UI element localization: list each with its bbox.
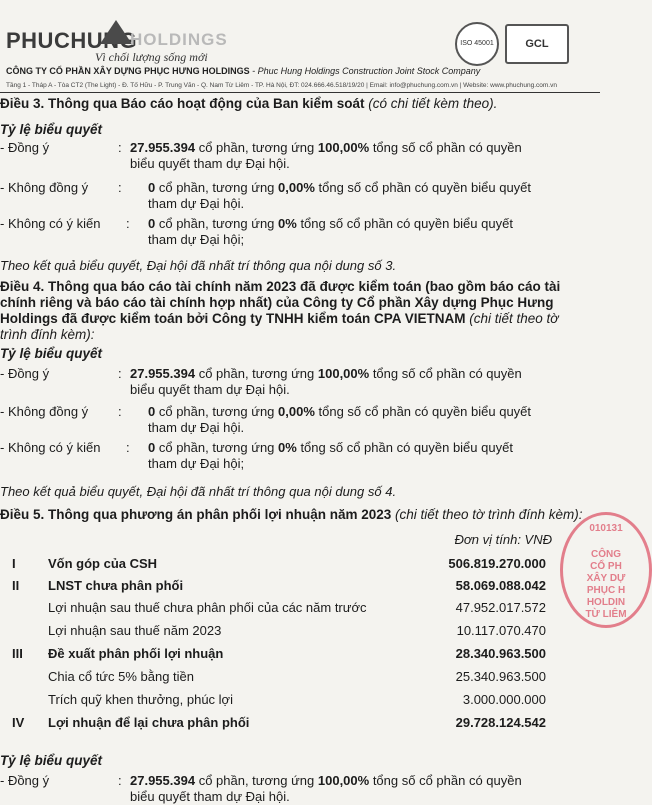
- article-4-heading: [0, 279, 590, 343]
- article-5-ratio-title: Tỷ lệ biểu quyết: [0, 753, 103, 768]
- article-5-note: (chi tiết theo tờ trình đính kèm):: [391, 507, 583, 522]
- vote-shares-text: cổ phần, tương ứng: [155, 440, 279, 455]
- vote-percent: 0%: [278, 440, 297, 455]
- article-4-note: (chi tiết theo tờ: [465, 311, 559, 326]
- vote-total-text: tổng số cổ phần có quyền: [369, 773, 522, 788]
- vote-total-text: tổng số cổ phần có quyền biểu quyết: [296, 440, 513, 455]
- vote-total-text: tổng số cổ phần có quyền biểu quyết: [314, 180, 532, 195]
- profit-row: [0, 556, 560, 572]
- currency-unit: Đơn vị tính: VNĐ: [454, 532, 552, 547]
- profit-row-value: 506.819.270.000: [448, 556, 546, 571]
- logo-triangle-icon: [100, 20, 132, 44]
- article-4: [0, 279, 590, 343]
- vote-shares: 27.955.394: [130, 366, 196, 381]
- vote-shares: 0: [148, 404, 156, 419]
- profit-row-value: 29.728.124.542: [455, 715, 546, 730]
- logo-holdings-text: HOLDINGS: [130, 30, 228, 49]
- profit-row-number: II: [12, 578, 20, 593]
- vote-percent: 0%: [278, 216, 297, 231]
- header-divider: [0, 92, 600, 93]
- vote-shares: 27.955.394: [130, 140, 196, 155]
- article-4-heading-line1: Điều 4. Thông qua báo cáo tài chính năm 2023 đã được kiểm toán (bao gồm báo cáo tài: [0, 279, 561, 294]
- vote-shares: 0: [148, 180, 156, 195]
- vote-text: [148, 180, 588, 212]
- letterhead: [0, 0, 600, 94]
- vote-line2: biểu quyết tham dự Đại hội.: [130, 156, 290, 171]
- vote-shares-text: cổ phần, tương ứng: [195, 140, 318, 155]
- company-logo-text: PHUCHUNG: [6, 28, 138, 53]
- company-seal-stamp: [560, 512, 652, 628]
- vote-shares: 0: [148, 216, 156, 231]
- article-5: [0, 507, 590, 523]
- vote-text: [130, 140, 570, 172]
- vote-text: [148, 440, 588, 472]
- profit-row: [0, 715, 560, 731]
- vote-text: [148, 404, 588, 436]
- vote-shares: 0: [148, 440, 156, 455]
- vote-label: - Đồng ý: [0, 773, 50, 788]
- vote-label: - Không có ý kiến: [0, 216, 101, 231]
- seal-line: HOLDIN: [586, 597, 626, 608]
- profit-row: [0, 578, 560, 594]
- profit-row-number: I: [12, 556, 16, 571]
- vote-total-text: tổng số cổ phần có quyền biểu quyết: [314, 404, 532, 419]
- article-5-heading: [0, 507, 590, 523]
- profit-row-label: Lợi nhuận sau thuế năm 2023: [48, 623, 222, 638]
- iso-certificate-badge: ISO 45001: [455, 22, 499, 66]
- vote-label: - Đồng ý: [0, 140, 50, 155]
- slogan: Vì chối lượng sống mới: [95, 50, 208, 64]
- seal-line: PHỤC H: [586, 585, 626, 596]
- profit-row-label: Lợi nhuận để lại chưa phân phối: [48, 715, 250, 730]
- article-3-note: (có chi tiết kèm theo).: [364, 96, 498, 111]
- article-5-heading-text: Điều 5. Thông qua phương án phân phối lợi nhuận năm 2023: [0, 507, 392, 522]
- vote-total-text: tổng số cổ phần có quyền: [369, 366, 522, 381]
- profit-row-value: 3.000.000.000: [462, 692, 546, 707]
- vote-total-text: tổng số cổ phần có quyền biểu quyết: [296, 216, 513, 231]
- seal-code: 010131: [589, 523, 623, 534]
- vote-colon: :: [118, 773, 122, 788]
- seal-line: CỔ PH: [590, 561, 622, 572]
- company-name-en: - Phuc Hung Holdings Construction Joint Stock Company: [249, 66, 481, 76]
- vote-shares-text: cổ phần, tương ứng: [155, 216, 279, 231]
- vote-percent: 0,00%: [278, 404, 315, 419]
- seal-line: CÔNG: [591, 549, 621, 560]
- vote-line2: tham dự Đại hội;: [148, 232, 245, 247]
- vote-colon: :: [118, 140, 122, 155]
- seal-line: XÂY DỰ: [586, 573, 626, 584]
- vote-shares-text: cổ phần, tương ứng: [155, 404, 279, 419]
- vote-text: [130, 773, 570, 805]
- article-4-heading-line2: chính riêng và báo cáo tài chính hợp nhất) của Công ty Cổ phần Xây dựng Phục Hưng: [0, 295, 554, 310]
- vote-colon: :: [118, 180, 122, 195]
- profit-row-value: 58.069.088.042: [455, 578, 546, 593]
- vote-percent: 0,00%: [278, 180, 315, 195]
- profit-row-label: Trích quỹ khen thưởng, phúc lợi: [48, 692, 233, 707]
- article-4-note-cont: trình đính kèm):: [0, 327, 95, 342]
- article-4-heading-line3: Holdings đã được kiểm toán bởi Công ty TNHH kiểm toán CPA VIETNAM: [0, 311, 466, 326]
- vote-text: [148, 216, 588, 248]
- profit-row-value: 25.340.963.500: [455, 669, 546, 684]
- profit-row-value: 47.952.017.572: [455, 600, 546, 615]
- vote-colon: :: [118, 404, 122, 419]
- profit-row: [0, 646, 560, 662]
- profit-row-label: Lợi nhuận sau thuế chưa phân phối của các năm trước: [48, 600, 367, 615]
- vote-line2: biểu quyết tham dự Đại hội.: [130, 382, 290, 397]
- vote-label: - Không đồng ý: [0, 404, 89, 419]
- article-4-ratio-title: Tỷ lệ biểu quyết: [0, 346, 103, 361]
- vote-colon: :: [118, 366, 122, 381]
- vote-label: - Không đồng ý: [0, 180, 89, 195]
- vote-percent: 100,00%: [317, 366, 370, 381]
- profit-row-number: III: [12, 646, 23, 661]
- vote-line2: tham dự Đại hội.: [148, 420, 245, 435]
- profit-row: [0, 692, 560, 708]
- vote-label: - Không có ý kiến: [0, 440, 101, 455]
- article-3-heading: [0, 96, 590, 112]
- vote-shares: 27.955.394: [130, 773, 196, 788]
- profit-row-value: 10.117.070.470: [456, 623, 546, 638]
- profit-row-label: Đề xuất phân phối lợi nhuận: [48, 646, 224, 661]
- profit-row: [0, 600, 560, 616]
- vote-colon: :: [126, 216, 130, 231]
- vote-percent: 100,00%: [317, 773, 370, 788]
- vote-percent: 100,00%: [317, 140, 370, 155]
- company-name: [6, 66, 480, 76]
- profit-row: [0, 669, 560, 685]
- vote-shares-text: cổ phần, tương ứng: [195, 773, 318, 788]
- vote-shares-text: cổ phần, tương ứng: [155, 180, 279, 195]
- article-3-ratio-title: Tỷ lệ biểu quyết: [0, 122, 103, 137]
- seal-line: TỪ LIÊM: [585, 609, 627, 620]
- vote-label: - Đồng ý: [0, 366, 50, 381]
- article-3-heading-text: Điều 3. Thông qua Báo cáo hoạt động của Ban kiểm soát: [0, 96, 365, 111]
- vote-colon: :: [126, 440, 130, 455]
- vote-line2: tham dự Đại hội;: [148, 456, 245, 471]
- profit-row-label: Chia cổ tức 5% bằng tiền: [48, 669, 195, 684]
- vote-text: [130, 366, 570, 398]
- profit-row: [0, 623, 560, 639]
- article-4-conclusion: Theo kết quả biểu quyết, Đại hội đã nhất trí thông qua nội dung số 4.: [0, 484, 397, 499]
- gcl-certificate-badge: GCL: [505, 24, 569, 64]
- vote-line2: biểu quyết tham dự Đại hội.: [130, 789, 290, 804]
- profit-row-label: Vốn góp của CSH: [48, 556, 158, 571]
- vote-shares-text: cổ phần, tương ứng: [195, 366, 318, 381]
- company-address: Tầng 1 - Tháp A - Tòa CT2 (The Light) - Đ. Tố Hữu - P. Trung Văn - Q. Nam Từ Liêm - TP. Hà Nội, ĐT: 024.666.46.518/19/20 | Email: info@phuchung.com.vn | Website: www.phuchung.com.vn: [6, 82, 557, 89]
- profit-row-number: IV: [12, 715, 25, 730]
- profit-row-label: LNST chưa phân phối: [48, 578, 184, 593]
- article-3: [0, 96, 590, 112]
- profit-row-value: 28.340.963.500: [455, 646, 546, 661]
- company-name-vi: CÔNG TY CỔ PHẦN XÂY DỰNG PHỤC HƯNG HOLDINGS: [6, 66, 250, 76]
- vote-total-text: tổng số cổ phần có quyền: [369, 140, 522, 155]
- vote-line2: tham dự Đại hội.: [148, 196, 245, 211]
- article-3-conclusion: Theo kết quả biểu quyết, Đại hội đã nhất trí thông qua nội dung số 3.: [0, 258, 397, 273]
